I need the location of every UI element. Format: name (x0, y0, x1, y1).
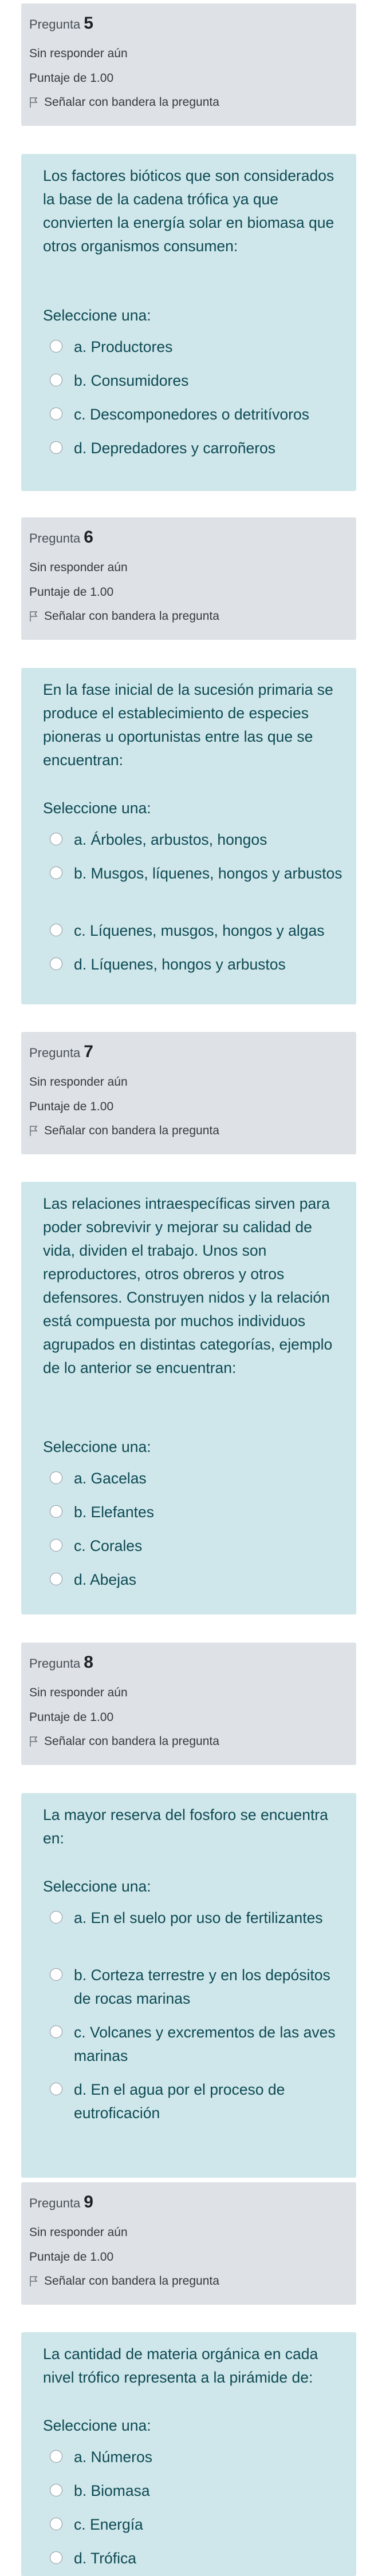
answer-option[interactable]: a. Números (50, 2446, 348, 2469)
answer-prompt: Seleccione una: (43, 800, 151, 817)
question-info-panel (21, 1643, 356, 1765)
flag-question-label: Señalar con bandera la pregunta (44, 96, 219, 109)
question-state: Sin responder aún (29, 47, 128, 60)
radio-button[interactable] (50, 2518, 62, 2530)
answer-option[interactable]: d. Líquenes, hongos y arbustos (50, 953, 348, 976)
radio-button[interactable] (50, 1505, 62, 1518)
question-state: Sin responder aún (29, 2226, 128, 2239)
answer-option[interactable]: a. Gacelas (50, 1467, 348, 1490)
answer-prompt: Seleccione una: (43, 1878, 151, 1895)
question-content (21, 2332, 356, 2576)
question-content (21, 1182, 356, 1615)
flag-icon (29, 97, 38, 108)
answer-option[interactable]: a. Productores (50, 335, 348, 359)
flag-question-link[interactable] (29, 96, 219, 109)
question-info-panel (21, 517, 356, 640)
answer-option[interactable]: d. Depredadores y carroñeros (50, 437, 348, 460)
answer-prompt: Seleccione una: (43, 1438, 151, 1455)
question-info-panel (21, 1032, 356, 1154)
flag-question-link[interactable] (29, 1124, 219, 1138)
question-content (21, 154, 356, 491)
radio-button[interactable] (50, 441, 62, 454)
question-number: Pregunta 8 (29, 1653, 93, 1672)
question-grade: Puntaje de 1.00 (29, 1100, 114, 1113)
question-content (21, 1793, 356, 2178)
flag-question-label: Señalar con bandera la pregunta (44, 1735, 219, 1748)
flag-icon (29, 2276, 38, 2287)
question-number: Pregunta 6 (29, 528, 93, 547)
flag-question-link[interactable] (29, 1735, 219, 1748)
radio-button[interactable] (50, 2450, 62, 2463)
answer-option[interactable]: a. En el suelo por uso de fertilizantes (50, 1906, 348, 1930)
radio-button[interactable] (50, 833, 62, 845)
flag-question-label: Señalar con bandera la pregunta (44, 610, 219, 623)
answer-option[interactable]: c. Energía (50, 2513, 348, 2537)
radio-button[interactable] (50, 957, 62, 970)
answer-option[interactable]: d. En el agua por el proceso de eutroficación (50, 2078, 348, 2125)
question-info-panel (21, 3, 356, 126)
answer-option[interactable]: c. Descomponedores o detritívoros (50, 403, 348, 426)
question-number: Pregunta 7 (29, 1042, 93, 1061)
question-grade: Puntaje de 1.00 (29, 585, 114, 599)
answer-option[interactable]: b. Elefantes (50, 1501, 348, 1524)
question-content (21, 668, 356, 1004)
flag-question-link[interactable] (29, 2274, 219, 2288)
question-state: Sin responder aún (29, 1686, 128, 1699)
radio-button[interactable] (50, 1573, 62, 1585)
radio-button[interactable] (50, 924, 62, 936)
radio-button[interactable] (50, 2083, 62, 2095)
answer-option[interactable]: b. Corteza terrestre y en los depósitos de rocas marinas (50, 1964, 348, 2011)
question-text: La mayor reserva del fosforo se encuentra en: (43, 1806, 328, 1847)
answer-option[interactable]: c. Líquenes, musgos, hongos y algas (50, 919, 348, 943)
answer-option[interactable]: c. Volcanes y excrementos de las aves marinas (50, 2021, 348, 2068)
radio-button[interactable] (50, 1471, 62, 1484)
answer-prompt: Seleccione una: (43, 2417, 151, 2434)
question-number: Pregunta 5 (29, 14, 93, 33)
question-state: Sin responder aún (29, 1075, 128, 1089)
answer-prompt: Seleccione una: (43, 307, 151, 324)
question-grade: Puntaje de 1.00 (29, 72, 114, 85)
answer-option[interactable]: d. Abejas (50, 1568, 348, 1592)
radio-button[interactable] (50, 340, 62, 353)
question-grade: Puntaje de 1.00 (29, 2250, 114, 2264)
flag-question-label: Señalar con bandera la pregunta (44, 1124, 219, 1137)
radio-button[interactable] (50, 2551, 62, 2564)
answer-option[interactable]: a. Árboles, arbustos, hongos (50, 828, 348, 852)
answer-option[interactable]: b. Biomasa (50, 2479, 348, 2503)
answer-option[interactable]: b. Consumidores (50, 369, 348, 393)
question-text: Las relaciones intraespecíficas sirven para poder sobrevivir y mejorar su calidad de vida, dividen el trabajo. Unos son reproductores, otros obreros y otros defensores. Construyen nidos y la relación está compuesta por muchos individuos agrupados en distintas categorías, ejemplo de lo anterior se encuentran: (43, 1195, 333, 1376)
flag-question-label: Señalar con bandera la pregunta (44, 2274, 219, 2288)
radio-button[interactable] (50, 866, 62, 879)
question-text: La cantidad de materia orgánica en cada nivel trófico representa a la pirámide de: (43, 2345, 318, 2386)
answer-option[interactable]: b. Musgos, líquenes, hongos y arbustos (50, 862, 348, 885)
question-grade: Puntaje de 1.00 (29, 1711, 114, 1724)
radio-button[interactable] (50, 1539, 62, 1552)
question-text: En la fase inicial de la sucesión primaria se produce el establecimiento de especies pioneras u oportunistas entre las que se encuentran: (43, 681, 333, 769)
flag-question-link[interactable] (29, 610, 219, 623)
flag-icon (29, 1736, 38, 1747)
question-text: Los factores bióticos que son considerados la base de la cadena trófica ya que convierten la energía solar en biomasa que otros organismos consumen: (43, 167, 334, 255)
radio-button[interactable] (50, 374, 62, 386)
flag-icon (29, 611, 38, 622)
radio-button[interactable] (50, 407, 62, 420)
radio-button[interactable] (50, 2484, 62, 2496)
question-info-panel (21, 2182, 356, 2305)
answer-option[interactable]: d. Trófica (50, 2547, 348, 2570)
question-number: Pregunta 9 (29, 2193, 93, 2211)
radio-button[interactable] (50, 1968, 62, 1981)
answer-option[interactable]: c. Corales (50, 1534, 348, 1558)
question-state: Sin responder aún (29, 561, 128, 574)
radio-button[interactable] (50, 1911, 62, 1924)
flag-icon (29, 1125, 38, 1137)
radio-button[interactable] (50, 2025, 62, 2038)
